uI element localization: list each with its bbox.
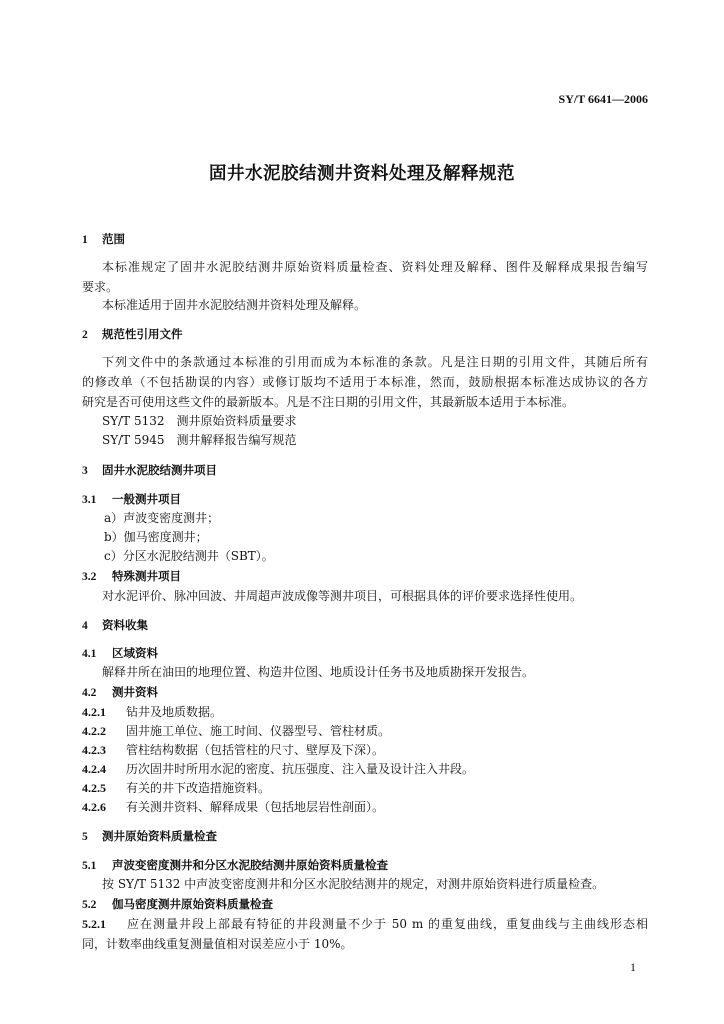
- section-number: 5: [82, 831, 88, 843]
- clause-item: [82, 781, 270, 796]
- clause-text: 钻井及地质数据。: [126, 705, 223, 719]
- paragraph-line: 本标准规定了固井水泥胶结测井原始资料质量检查、资料处理及解释、图件及解释成果报告编写: [102, 260, 648, 274]
- clause-number: 4.2.4: [82, 762, 106, 776]
- clause-number: 4.2.5: [82, 781, 106, 795]
- clause-item: [82, 705, 222, 720]
- subsection-5-1-heading: [82, 858, 388, 874]
- section-number: 3: [82, 465, 88, 477]
- subsection-title: 区域资料: [112, 646, 158, 660]
- subsection-title: 伽马密度测井原始资料质量检查: [112, 897, 273, 911]
- subsection-number: 4.1: [82, 648, 97, 660]
- page-number: 1: [630, 960, 636, 974]
- clause-item: [82, 762, 474, 777]
- list-item: b）伽马密度测井；: [104, 530, 208, 544]
- list-item: a）声波变密度测井；: [104, 511, 220, 525]
- section-title: 资料收集: [102, 618, 148, 632]
- section-5-heading: [82, 829, 217, 845]
- subsection-number: 3.2: [82, 571, 97, 583]
- section-title: 规范性引用文件: [102, 327, 183, 341]
- subsection-number: 3.1: [82, 494, 97, 506]
- clause-number: 4.2.3: [82, 743, 106, 757]
- paragraph-line: 研究是否可使用这些文件的最新版本。凡是不注日期的引用文件，其最新版本适用于本标准。: [82, 395, 575, 409]
- subsection-number: 5.2: [82, 899, 97, 911]
- subsection-title: 一般测井项目: [112, 492, 181, 506]
- paragraph-line: 同，计数率曲线重复测量值相对误差应小于 10%。: [82, 937, 353, 951]
- clause-text: 应在测量井段上部最有特征的井段测量不少于 50 m 的重复曲线，重复曲线与主曲线形态相: [126, 917, 648, 931]
- standard-code: SY/T 6641—2006: [558, 92, 648, 106]
- section-number: 4: [82, 620, 88, 632]
- subsection-3-2-heading: [82, 569, 181, 585]
- subsection-3-1-heading: [82, 492, 181, 508]
- subsection-number: 4.2: [82, 687, 97, 699]
- subsection-title: 测井资料: [112, 685, 158, 699]
- clause-text: 固井施工单位、施工时间、仪器型号、管柱材质。: [126, 724, 391, 738]
- paragraph-line: 的修改单（不包括勘误的内容）或修订版均不适用于本标准，然而，鼓励根据本标准达成协议的各方: [82, 375, 648, 389]
- subsection-number: 5.1: [82, 860, 97, 872]
- subsection-4-1-heading: [82, 646, 158, 662]
- section-3-heading: [82, 463, 217, 479]
- clause-text: 管柱结构数据（包括管柱的尺寸、壁厚及下深）。: [126, 743, 385, 757]
- paragraph-line: 对水泥评价、脉冲回波、井周超声波成像等测井项目，可根据具体的评价要求选择性使用。: [102, 589, 583, 603]
- clause-number: 5.2.1: [82, 917, 106, 931]
- section-title: 范围: [102, 232, 125, 246]
- clause-text: 有关测井资料、解释成果（包括地层岩性剖面）。: [126, 800, 385, 814]
- document-title: 固井水泥胶结测井资料处理及解释规范: [209, 164, 515, 184]
- clause-item: [82, 800, 384, 815]
- section-number: 2: [82, 329, 88, 341]
- clause-number: 4.2.1: [82, 705, 106, 719]
- clause-number: 4.2.2: [82, 724, 106, 738]
- section-1-heading: [82, 232, 125, 248]
- clause-number: 4.2.6: [82, 800, 106, 814]
- paragraph-line: 下列文件中的条款通过本标准的引用而成为本标准的条款。凡是注日期的引用文件，其随后所有: [102, 355, 648, 369]
- list-item: c）分区水泥胶结测井（SBT）。: [104, 549, 274, 563]
- paragraph-line: 按 SY/T 5132 中声波变密度测井和分区水泥胶结测井的规定，对测井原始资料进行质量检查。: [102, 877, 605, 891]
- paragraph-line: 解释井所在油田的地理位置、构造井位图、地质设计任务书及地质勘探开发报告。: [102, 665, 535, 679]
- section-title: 测井原始资料质量检查: [102, 829, 217, 843]
- clause-item: [82, 743, 384, 758]
- clause-item: [82, 724, 390, 739]
- section-number: 1: [82, 234, 88, 246]
- reference-item: SY/T 5132 测井原始资料质量要求: [102, 414, 297, 428]
- clause-text: 有关的井下改造措施资料。: [126, 781, 271, 795]
- section-4-heading: [82, 618, 148, 634]
- clause-text: 历次固井时所用水泥的密度、抗压强度、注入量及设计注入井段。: [126, 762, 475, 776]
- subsection-title: 特殊测井项目: [112, 569, 181, 583]
- subsection-title: 声波变密度测井和分区水泥胶结测井原始资料质量检查: [112, 858, 388, 872]
- paragraph-line: 本标准适用于固井水泥胶结测井资料处理及解释。: [102, 298, 367, 312]
- clause-item: [82, 917, 648, 932]
- paragraph-line: 要求。: [82, 280, 119, 294]
- section-2-heading: [82, 327, 183, 343]
- reference-item: SY/T 5945 测井解释报告编写规范: [102, 433, 297, 447]
- section-title: 固井水泥胶结测井项目: [102, 463, 217, 477]
- subsection-5-2-heading: [82, 897, 273, 913]
- subsection-4-2-heading: [82, 685, 158, 701]
